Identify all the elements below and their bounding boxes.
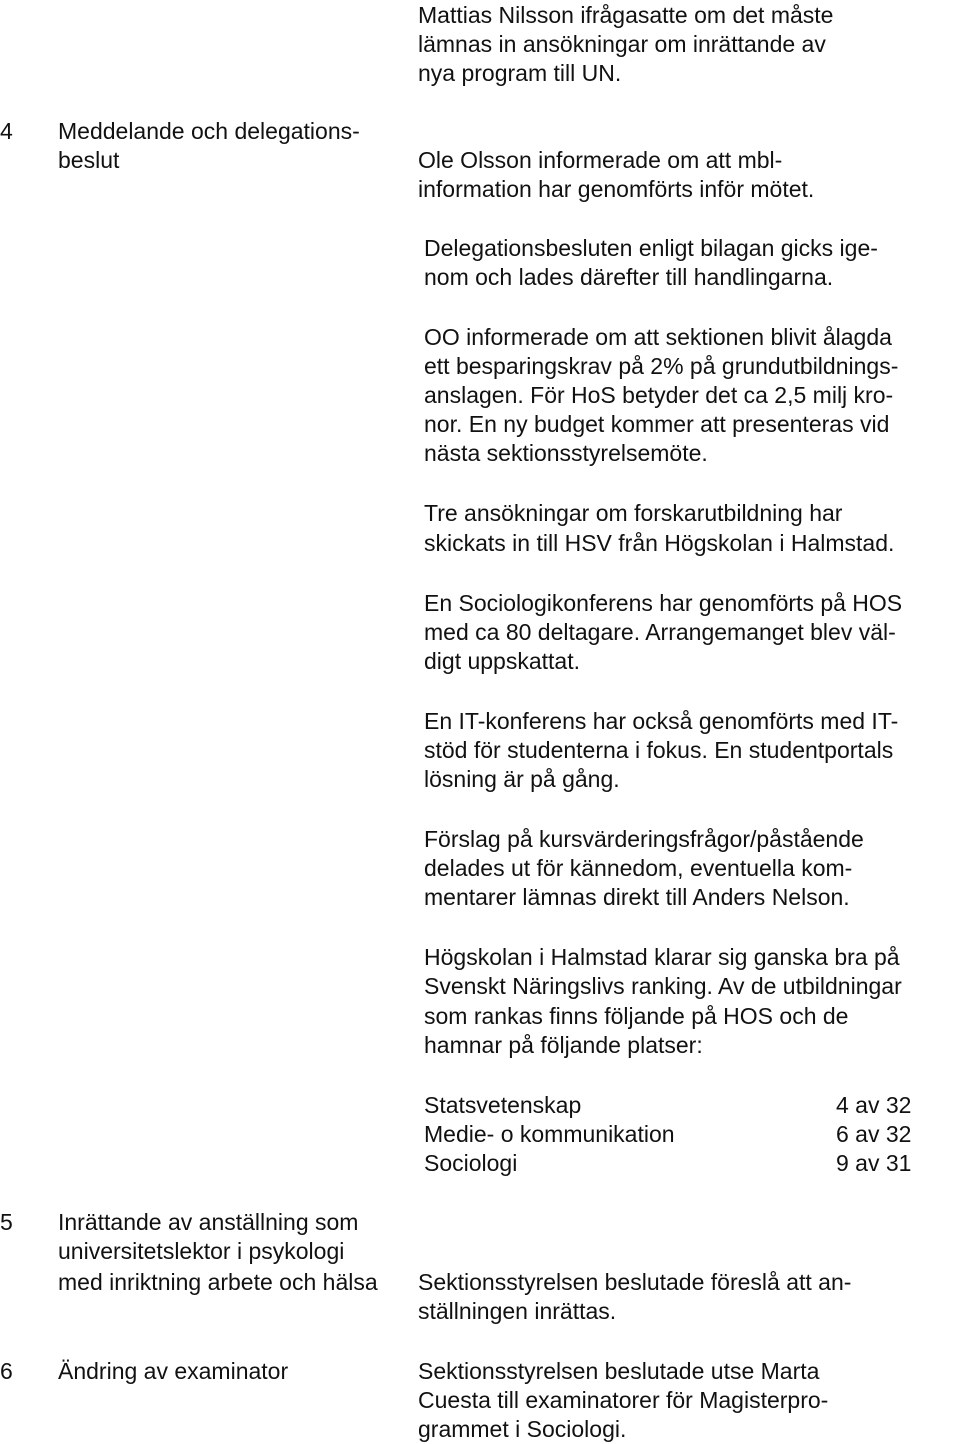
item-title-line: universitetslektor i psykologi [58,1238,345,1264]
item-title-line: Meddelande och delegations- [58,118,360,144]
item-number: 5 [0,1209,13,1235]
paragraph-line: Svenskt Näringslivs ranking. Av de utbildningar [424,973,902,999]
paragraph-line: nor. En ny budget kommer att presenteras vid [424,411,890,437]
paragraph-line: Tre ansökningar om forskarutbildning har [424,500,843,526]
paragraph-line: stöd för studenterna i fokus. En studentportals [424,737,894,763]
paragraph-line: hamnar på följande platser: [424,1032,703,1058]
paragraph-line: Cuesta till examinatorer för Magisterpro- [418,1387,829,1413]
paragraph-line: ett besparingskrav på 2% på grundutbildnings- [424,353,899,379]
intro-line: lämnas in ansökningar om inrättande av [418,31,826,57]
paragraph-line: Sektionsstyrelsen beslutade föreslå att an- [418,1269,852,1295]
paragraph-line: delades ut för kännedom, eventuella kom- [424,855,853,881]
paragraph-line: nästa sektionsstyrelsemöte. [424,440,708,466]
paragraph-line: grammet i Sociologi. [418,1416,627,1442]
item-number: 4 [0,118,13,144]
program-name: Statsvetenskap [424,1092,582,1118]
program-rank: 9 av 31 [836,1150,912,1176]
intro-line: nya program till UN. [418,60,622,86]
paragraph-line: OO informerade om att sektionen blivit ålagda [424,324,892,350]
paragraph-line: lösning är på gång. [424,766,620,792]
program-name: Medie- o kommunikation [424,1121,675,1147]
item-title-line: Inrättande av anställning som [58,1209,359,1235]
item-title-line: Ändring av examinator [58,1358,289,1384]
paragraph-line: information har genomförts inför mötet. [418,176,815,202]
paragraph-line: Sektionsstyrelsen beslutade utse Marta [418,1358,820,1384]
paragraph-line: ställningen inrättas. [418,1298,617,1324]
paragraph-line: Ole Olsson informerade om att mbl- [418,147,783,173]
paragraph-line: skickats in till HSV från Högskolan i Halmstad. [424,530,895,556]
item-title-line: med inriktning arbete och hälsa [58,1269,378,1295]
paragraph-line: Förslag på kursvärderingsfrågor/påstående [424,826,864,852]
intro-line: Mattias Nilsson ifrågasatte om det måste [418,2,834,28]
paragraph-line: nom och lades därefter till handlingarna. [424,264,834,290]
paragraph-line: som rankas finns följande på HOS och de [424,1003,849,1029]
paragraph-line: anslagen. För HoS betyder det ca 2,5 milj kro- [424,382,894,408]
paragraph-line: Delegationsbesluten enligt bilagan gicks ige- [424,235,878,261]
paragraph-line: En IT-konferens har också genomförts med IT- [424,708,899,734]
paragraph-line: Högskolan i Halmstad klarar sig ganska bra på [424,944,900,970]
paragraph-line: digt uppskattat. [424,648,580,674]
program-rank: 4 av 32 [836,1092,912,1118]
paragraph-line: En Sociologikonferens har genomförts på HOS [424,590,903,616]
item-number: 6 [0,1358,13,1384]
paragraph-line: med ca 80 deltagare. Arrangemanget blev väl- [424,619,896,645]
item-title-line: beslut [58,147,120,173]
program-name: Sociologi [424,1150,518,1176]
program-rank: 6 av 32 [836,1121,912,1147]
paragraph-line: mentarer lämnas direkt till Anders Nelson. [424,884,850,910]
